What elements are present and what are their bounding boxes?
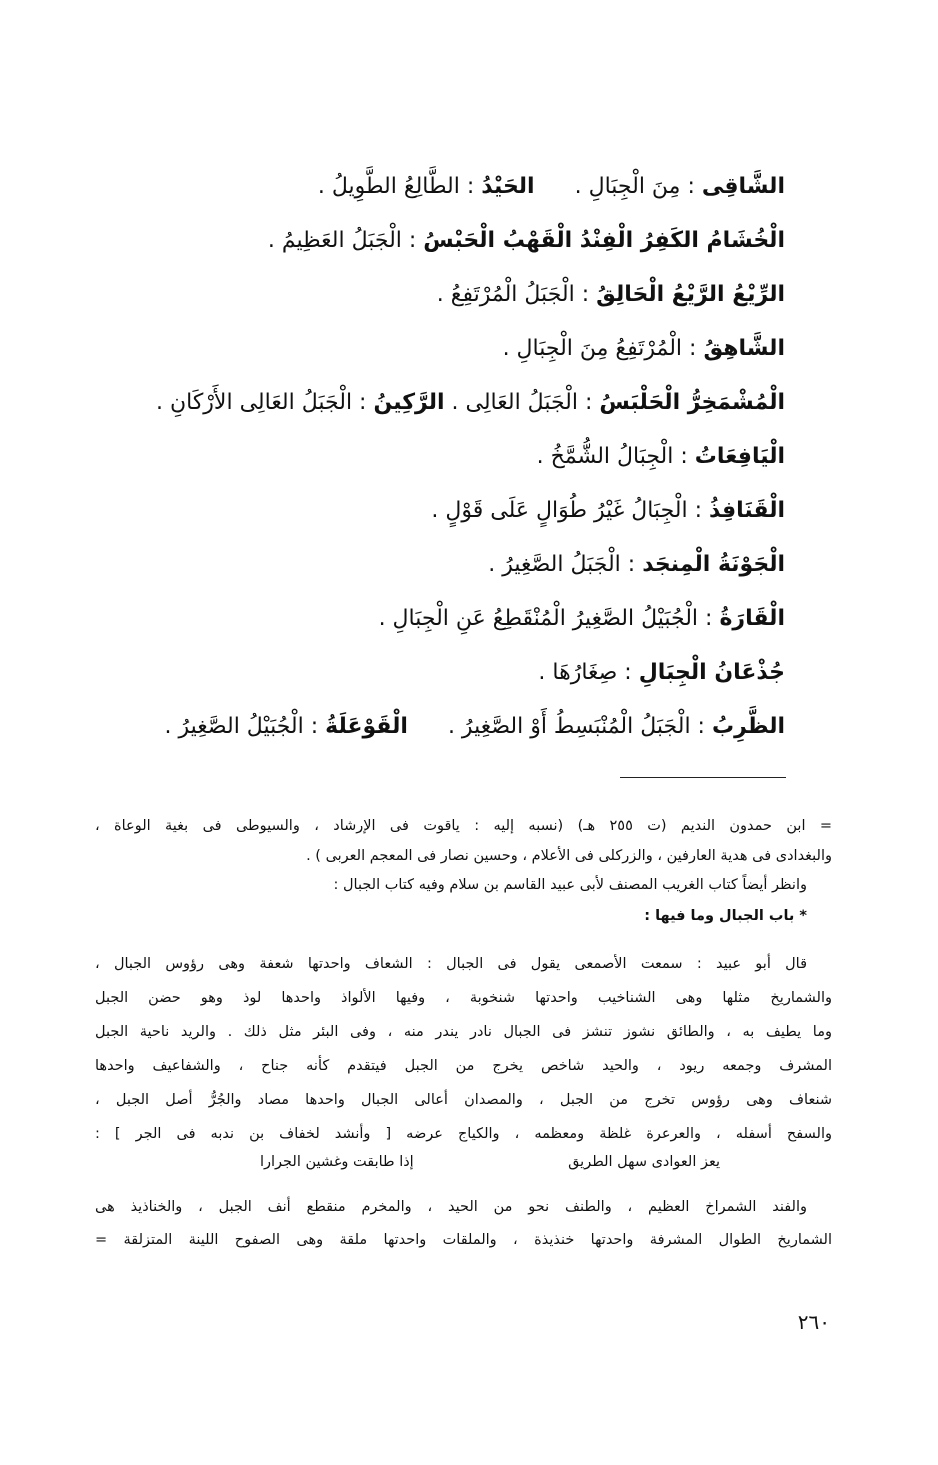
definition: : الطَّالِعُ الطَّوِيلُ .	[317, 174, 482, 199]
definition: : الْجَبَلُ الْمُرْتَفِعُ .	[436, 282, 597, 307]
entry-line	[165, 712, 785, 742]
entry-line	[379, 604, 785, 634]
definition: : الْجَبَلُ العَالِى الأَرْكَانِ .	[155, 390, 374, 415]
headword: الْجَوْنَةُ الْمِنجَد	[642, 552, 785, 577]
headword: الْخُشَامُ الكَفِرُ الْفِنْدُ الْقَهْبُ الْحَبْسُ	[423, 228, 785, 253]
footnote-line: شنعاف وهى رؤوس تخرج من الجبل ، والمصدان أعالى الجبال واحدها مصاد والجُرُّ أصل الجبل ،	[95, 1092, 832, 1108]
verse-first-hemistich: يعز العوادى سهل الطريق	[568, 1154, 720, 1170]
headword: جُذْعَانُ الْجِبَالِ	[638, 660, 785, 685]
headword: الْمُشْمَخِرُّ الْحَلْبَسُ	[599, 390, 785, 415]
headword: الْقَنَافِذُ	[709, 498, 785, 523]
headword: الرِّيْعُ الرَّيْعُ الْحَالِقُ	[596, 282, 785, 307]
definition: : الْجُبَيْلُ الصَّغِيرُ .	[164, 714, 326, 739]
footnote-line: والسفح أسفله ، والعرعرة غلظة ومعظمه ، والكياج عرضه [ وأنشد لخفاف بن ندبه فى الجر ] :	[95, 1126, 832, 1142]
entry-line	[437, 280, 785, 310]
footnote-line: الشماريخ الطوال المشرفة واحدتها خنذيذة ، والملقات واحدتها ملقة وهى الصفوح اللينة المتزلقة =	[95, 1232, 832, 1248]
definition: : الْجَبَلُ الْمُنْبَسِطُ أَوْ الصَّغِيرُ .	[447, 714, 712, 739]
entry-line	[488, 550, 785, 580]
headword: الرَّكِينُ	[373, 390, 445, 415]
footnote-divider	[620, 777, 786, 778]
footnote-heading: * باب الجبال وما فيها :	[644, 908, 807, 924]
definition: : مِنَ الْجِبَالِ .	[574, 174, 702, 199]
verse	[260, 1154, 720, 1170]
headword: الحَيْدُ	[481, 174, 535, 199]
footnote-line: والبغدادى فى هدية العارفين ، والزركلى فى الأعلام ، وحسين نصار فى المعجم العربى ) .	[306, 848, 832, 864]
definition: : الْجِبَالُ غَيْرُ طُوَالٍ عَلَى قَوْلٍ .	[431, 498, 709, 523]
headword: الشَّاقِى	[701, 174, 785, 199]
headword: الشَّاهِقُ	[703, 336, 785, 361]
footnote-line: والشماريخ مثلها وهى الشناخيب واحدتها شنخوبة ، وفيها الألواذ واحدها لوذ وهو حضن الجبل	[95, 990, 832, 1006]
headword: الْقَوْعَلَةُ	[325, 714, 408, 739]
entry-line	[503, 334, 785, 364]
entry-line	[268, 226, 785, 256]
entry-line	[538, 658, 785, 688]
headword: الظَّرِبُ	[711, 714, 785, 739]
verse-second-hemistich: إذا طابقت وغشين الجرارا	[260, 1154, 414, 1170]
footnote-line: وانظر أيضاً كتاب الغريب المصنف لأبى عبيد القاسم بن سلام وفيه كتاب الجبال :	[333, 877, 807, 893]
definition: : صِغَارُهَا .	[538, 660, 639, 685]
footnote-line: والفند الشمراخ العظيم ، والطنف نحو من الحيد ، والمخرم منقطع أنف الجبل ، والخناذيذ هى	[95, 1199, 807, 1215]
definition: : الْجِبَالُ الشُّمَّخُ .	[536, 444, 695, 469]
entry-line	[318, 172, 785, 202]
footnote-line: = ابن حمدون النديم (ت ٢٥٥ هـ) (نسبه إليه : ياقوت فى الإرشاد ، والسيوطى فى بغية الوعاة ،	[95, 818, 832, 834]
footnote-line: قال أبو عبيد : سمعت الأصمعى يقول فى الجبال : الشعاف واحدتها شعفة وهى رؤوس الجبال ،	[95, 956, 807, 972]
definition: : الْجَبَلُ الصَّغِيرُ .	[488, 552, 643, 577]
definition: : الْمُرْتَفِعُ مِنَ الْجِبَالِ .	[502, 336, 704, 361]
entry-line	[156, 388, 785, 418]
entry-line	[431, 496, 785, 526]
page-number: ٢٦٠	[797, 1310, 830, 1334]
footnote-line: المشرف وجمعه ريود ، والحيد شاخص يخرج من الجبل فيتقدم كأنه جناح ، والشفاعيف واحدها	[95, 1058, 832, 1074]
definition: : الْجَبَلُ العَظِيمُ .	[267, 228, 424, 253]
entry-line	[537, 442, 785, 472]
definition: : الْجَبَلُ العَالِى .	[444, 390, 600, 415]
definition: : الْجُبَيْلُ الصَّغِيرُ الْمُنْقَطِعُ عَنِ الْجِبَالِ .	[378, 606, 720, 631]
headword: الْقَارَةُ	[719, 606, 785, 631]
footnote-line: وما يطيف به ، والطائق نشوز تنشز فى الجبال نادر يندر منه ، وفى البئر مثل ذلك . والريد ناحية الجبل	[95, 1024, 832, 1040]
headword: الْيَافِعَاتُ	[694, 444, 785, 469]
